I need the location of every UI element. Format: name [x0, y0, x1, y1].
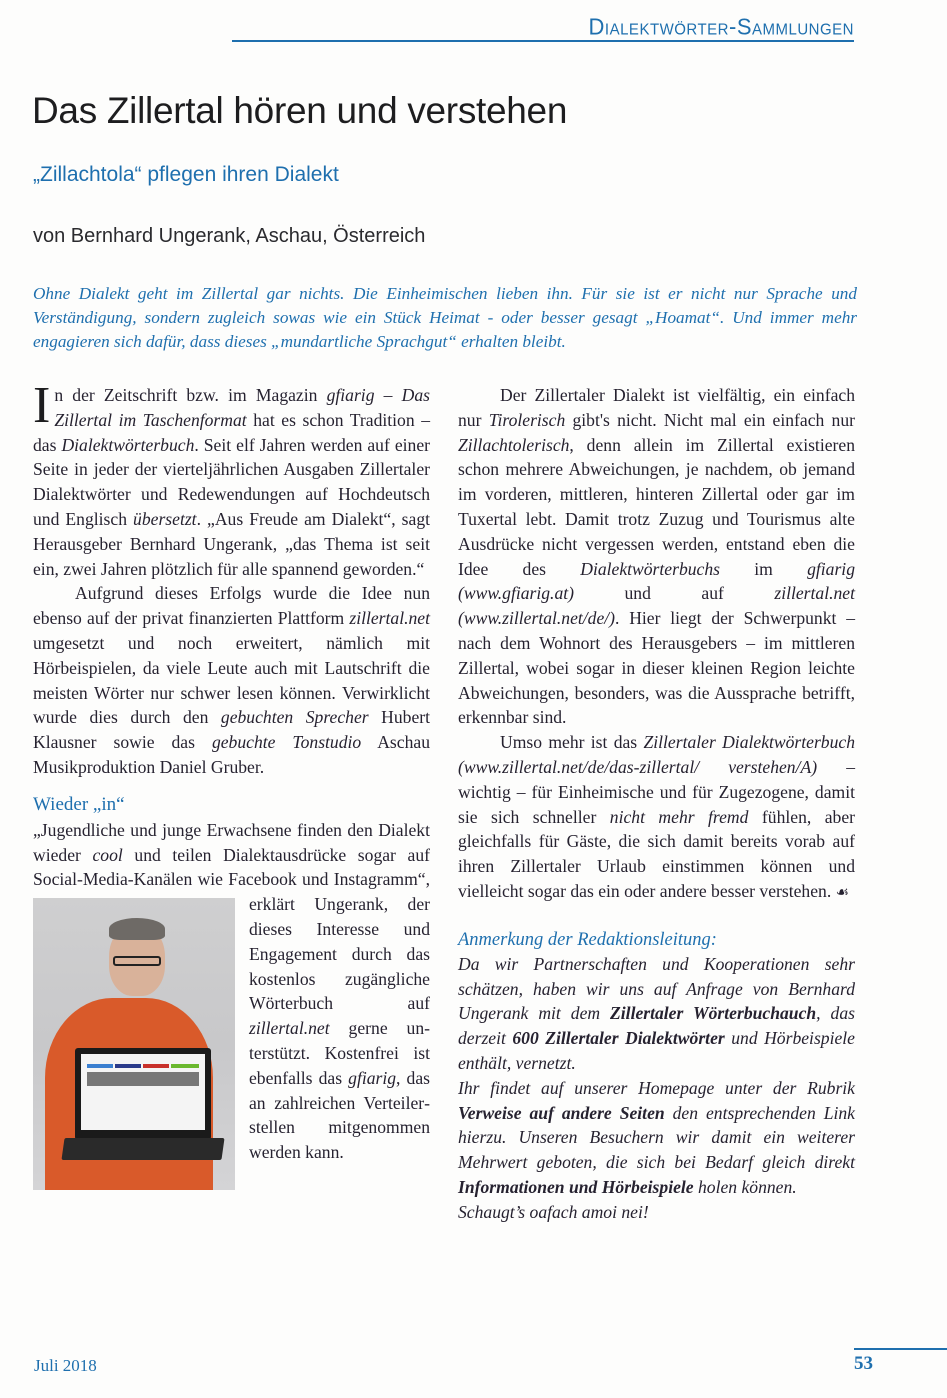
byline: von Bernhard Ungerank, Aschau, Österreich [33, 225, 426, 247]
photo-glasses [113, 956, 161, 966]
editor-note-paragraph [458, 952, 855, 1076]
text: und Hörbeispiele enthält, vernetzt. [458, 1028, 855, 1073]
text: , das an zahlreichen Verteilerstellen mitgenommen werden kann. [249, 1067, 430, 1163]
page-number: 53 [854, 1348, 947, 1375]
editor-note-heading: Anmerkung der Redaktionsleitung: [458, 929, 717, 950]
editor-note-homepage [458, 1076, 855, 1200]
photo-laptop-screen [81, 1054, 205, 1130]
article-subtitle: „Zillachtola“ pflegen ihren Dialekt [33, 163, 339, 186]
emphasis: übersetzt [133, 508, 197, 529]
text: „Jugendliche und junge Erwachsene finden den Dialekt wieder [33, 819, 430, 865]
text: . „Aus Freude am Dialekt“, sagt Herausgeber Bernhard Ungerank, „das Thema ist seit ein, zwei Jahren plötzlich für alle spannend geworden.“ [33, 508, 431, 579]
text: , das derzeit [458, 1003, 855, 1049]
emphasis: zillertal.net [349, 608, 430, 629]
text: Aufgrund dieses Erfolgs wurde die Idee nun ebenso auf der privat finanzierten Plattform [33, 583, 430, 629]
text: und auf [574, 583, 775, 604]
text: den entsprechenden Link hierzu. Unseren Besuchern wir damit ein weiterer Mehrwert geboten, die sich bei Bedarf gleich direkt [458, 1102, 855, 1173]
article-title: Das Zillertal hören und verstehen [32, 90, 568, 131]
text: n der Zeitschrift bzw. im Magazin [54, 385, 327, 405]
author-photo [33, 898, 235, 1190]
text: Ihr findet auf unserer Homepage unter der Rubrik [458, 1077, 855, 1098]
strong: 600 Zillertaler Dialektwörter [512, 1028, 725, 1049]
left-column [33, 377, 431, 1190]
strong: Zillertaler Wörterbuchauch [610, 1003, 817, 1024]
emphasis: gfiarig [348, 1067, 397, 1088]
text: , denn allein im Zillertal existieren schon mehrere Abweichungen, je nachdem, ob jemand im vorderen, mittleren, hinteren Zillertal oder gar im Tuxertal lebt. Damit trotz Zuzug und Tourismus alte Ausdrücke nicht vergessen werden, entstand eben die Idee des [458, 434, 855, 579]
text: – wichtig – für Einheimische und für Zugezogene, damit sie sich schneller [458, 756, 855, 827]
text: umgesetzt und noch erweitert, nämlich mit Hörbeispielen, da viele Leute auch mit Lautschrift die meisten Wörter nur schwer lesen können. Verwirklicht wurde dies durch den [33, 632, 430, 728]
issue-date: Juli 2018 [34, 1356, 97, 1375]
dropcap: I [33, 377, 51, 434]
text: Da wir Partnerschaften und Kooperationen sehr schätzen, haben wir uns auf Anfrage von Bernhard Ungerank mit dem [458, 953, 855, 1024]
emphasis: Tirolerisch [488, 409, 566, 430]
emphasis: gebuchten Sprecher [220, 707, 369, 728]
photo-keyboard [61, 1138, 224, 1160]
text: und teilen Dialektausdrücke sogar auf Social-Media-Kanälen wie Facebook und Instagramm“, [33, 844, 430, 890]
text: gerne unterstützt. Kostenfrei ist ebenfalls das [249, 1018, 430, 1088]
paragraph-platform [33, 581, 430, 779]
subheading-wieder-in: Wieder „in“ [33, 793, 125, 815]
text: . Seit elf Jahren werden auf einer Seite in jeder der vierteljährlichen Ausgaben Zillertaler Dialektwörter und Redewendungen auf Hochdeutsch und Englisch [33, 434, 430, 529]
editor-note-closing: Schaugt’s oafach amoi nei! [458, 1201, 649, 1222]
link-gfiarig[interactable]: (www.gfiarig.at) [458, 583, 574, 604]
paragraph-importance [458, 730, 855, 906]
emphasis: Dialektwörterbuch [61, 434, 195, 455]
paragraph-youth [33, 818, 430, 1165]
text: gibt's nicht. Nicht mal ein einfach nur [565, 409, 855, 430]
text: Hubert Klausner sowie das [33, 707, 430, 753]
text: Aschau Musikproduktion Daniel Gruber. [33, 732, 430, 777]
strong: Verweise auf andere Seiten [458, 1102, 665, 1123]
text: fühlen, aber gleichfalls für Gäste, die sich damit bereits vorab auf ihren Zillertaler Urlaub einstimmen können und vielleicht sogar das ein oder andere besser verstehen. [458, 806, 855, 901]
paragraph-dialect-variety [458, 383, 855, 730]
photo-hair [109, 918, 165, 940]
link-zillertal-net[interactable]: (www.zillertal.net/de/) [458, 608, 616, 629]
end-mark-icon: ☙ [835, 884, 850, 901]
emphasis: Dialektwörterbuchs [580, 558, 720, 579]
emphasis: nicht mehr fremd [609, 806, 749, 827]
text: holen können. [693, 1176, 797, 1197]
text: . Hier liegt der Schwerpunkt – nach dem Wohnort des Herausgebers – im mittleren Zillertal, wobei sogar in dieser kleinen Region leichte Abweichungen, besonders, was die Aussprache betrifft, erkennbar sind. [458, 608, 855, 728]
text: Der Zillertaler Dialekt ist vielfältig, ein einfach nur [458, 385, 855, 430]
emphasis: Zillachtolerisch [458, 434, 570, 455]
emphasis: Zillertaler Dialektwörterbuch [643, 732, 856, 753]
right-column [458, 383, 855, 1225]
text: erklärt Ungerank, der dieses Interesse und Engagement durch das kostenlos zugängliche Wörterbuch auf [249, 894, 430, 1014]
text: hat es schon Tradition – das [33, 409, 430, 455]
emphasis: gfiarig [807, 558, 855, 579]
text: im [720, 558, 808, 579]
emphasis: cool [92, 844, 123, 865]
paragraph-intro [33, 377, 431, 581]
emphasis: zillertal.net [774, 583, 855, 604]
emphasis: zillertal.net [249, 1018, 330, 1039]
text: Umso mehr ist das [500, 732, 644, 753]
link-dictionary[interactable]: (www.zillertal.net/de/das-zillertal/ verstehen/A) [458, 756, 818, 777]
section-header [232, 14, 854, 42]
emphasis: gebuchte Tonstudio [211, 732, 362, 753]
strong: Informationen und Hörbeispiele [458, 1176, 694, 1197]
section-title: Dialektwörter-Sammlungen [588, 13, 854, 40]
emphasis: gfiarig – Das Zillertal im Taschenformat [54, 385, 430, 430]
lead-paragraph: Ohne Dialekt geht im Zillertal gar nichts. Die Einheimischen lieben ihn. Für sie ist er nicht nur Sprache und Verständigung, sondern zugleich sowas wie ein Stück Heimat - oder besser gesagt „Hoamat“. Und immer mehr engagieren sich dafür, dass dieses „mundartliche Sprachgut“ erhalten bleibt. [33, 284, 857, 351]
